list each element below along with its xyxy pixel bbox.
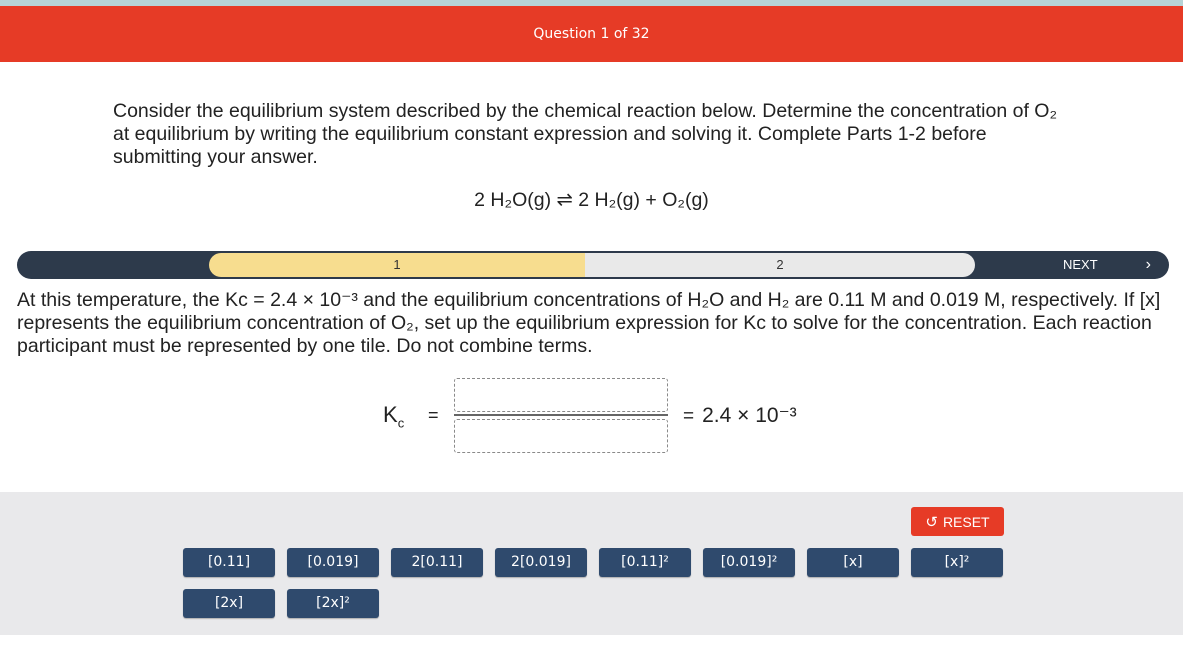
kc-subscript: c (397, 415, 405, 431)
tile-tray (0, 492, 1183, 635)
fraction-bar (454, 414, 668, 416)
equilibrium-expression (0, 374, 1183, 464)
tile-0-019-squared[interactable]: [0.019]² (703, 548, 795, 577)
tile-2x-squared[interactable]: [2x]² (287, 589, 379, 618)
part-2-label: 2 (776, 257, 784, 272)
part-progress-bar (17, 251, 1169, 279)
chevron-right-icon: › (1145, 256, 1151, 273)
tile-x-squared[interactable]: [x]² (911, 548, 1003, 577)
equals-sign: = (428, 405, 439, 425)
tile-0-019[interactable]: [0.019] (287, 548, 379, 577)
part-2-tab[interactable] (585, 253, 975, 277)
tile-2-0-019[interactable]: 2[0.019] (495, 548, 587, 577)
tile-2x[interactable]: [2x] (183, 589, 275, 618)
question-header (0, 6, 1183, 62)
next-label: NEXT (1063, 257, 1098, 272)
reset-button[interactable] (911, 507, 1004, 536)
denominator-drop-zone[interactable] (454, 419, 668, 453)
kc-symbol (383, 402, 404, 430)
next-button[interactable] (1041, 251, 1161, 279)
kc-value-text: 2.4 × 10⁻³ (702, 404, 797, 427)
chemical-reaction: 2 H₂O(g) ⇌ 2 H₂(g) + O₂(g) (474, 189, 709, 211)
equals-sign-right: = (683, 406, 695, 427)
tile-x[interactable]: [x] (807, 548, 899, 577)
tile-0-11-squared[interactable]: [0.11]² (599, 548, 691, 577)
part-instructions: At this temperature, the Kc = 2.4 × 10⁻³ and the equilibrium concentrations of H₂O and H₂ are 0.11 M and 0.019 M, respectively. If [x] represents the equilibrium concentration of O₂, set up the equilibrium expression for Kc to solve for the concentration. Each reaction participant must be represented by one tile. Do not combine terms. (17, 289, 1161, 357)
intro-text: Consider the equilibrium system described by the chemical reaction below. Determine the concentration of O₂ at equilibrium by writing the equilibrium constant expression and solving it. Complete Parts 1-2 before submitting your answer. (113, 100, 1058, 168)
kc-k: K (383, 402, 398, 427)
part-1-tab[interactable] (209, 253, 585, 277)
numerator-drop-zone[interactable] (454, 378, 668, 412)
tile-0-11[interactable]: [0.11] (183, 548, 275, 577)
question-intro (113, 100, 1073, 169)
part-1-label: 1 (393, 257, 401, 272)
tile-2-0-11[interactable]: 2[0.11] (391, 548, 483, 577)
reset-label: RESET (942, 513, 990, 530)
question-counter: Question 1 of 32 (533, 26, 650, 42)
kc-value (683, 403, 797, 428)
reset-icon: ↺ (925, 513, 938, 531)
